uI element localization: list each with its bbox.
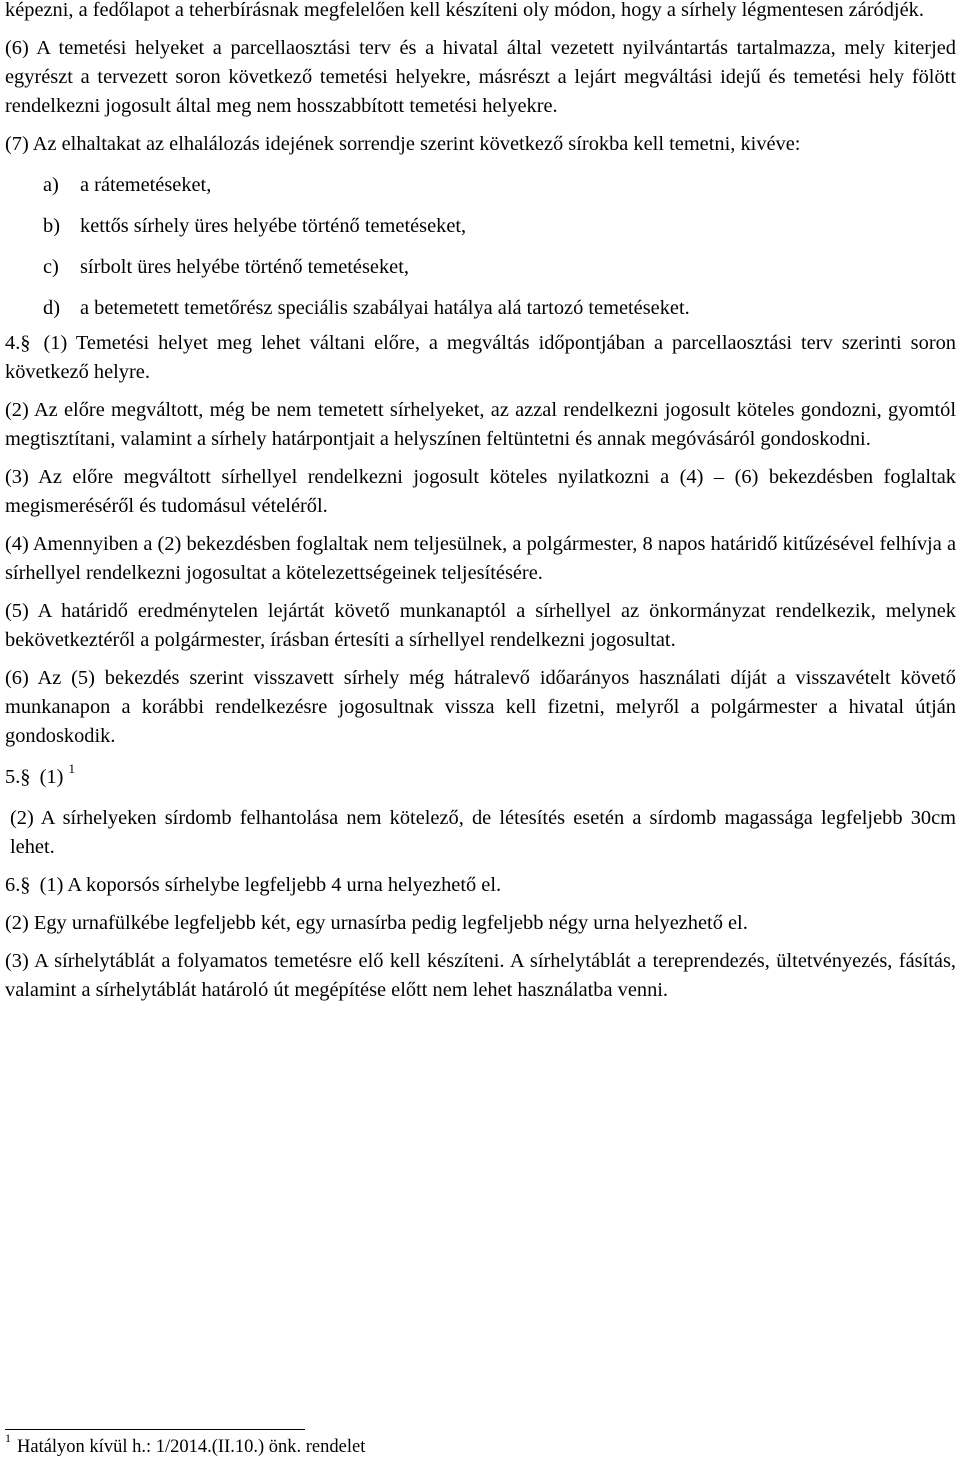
section-symbol: § [20,766,31,788]
paragraph-3-7: (7) Az elhaltakat az elhalálozás idejének sorrendje szerint következő sírokba kell temetni, kivéve: [5,133,801,155]
footnote-number: 1 [5,1430,11,1445]
section-symbol: § [20,332,31,354]
section-5-text-1: (1) [39,766,64,788]
list-item [5,212,956,241]
section-4-paragraph-4: (4) Amennyiben a (2) bekezdésben foglaltak nem teljesülnek, a polgármester, 8 napos határidő kitűzésével felhívja a sírhellyel rendelkezni jogosultat a kötelezettségeinek teljesítésére. [5,533,956,584]
section-4-paragraph-2: (2) Az előre megváltott, még be nem temetett sírhelyeket, az azzal rendelkezni jogosult köteles gondozni, gyomtól megtisztítani, valamint a sírhely határpontjait a helyszínen feltüntetni és annak megóvásáról gondoskodni. [5,399,956,450]
list-marker: d) [43,297,60,319]
section-5-paragraph-2: (2) A sírhelyeken sírdomb felhantolása nem kötelező, de létesítés esetén a sírdomb magassága legfeljebb 30cm lehet. [10,807,956,858]
list-marker: c) [43,256,59,278]
list-text: kettős sírhely üres helyébe történő temetéseket, [80,215,467,237]
footnote-text: Hatályon kívül h.: 1/2014.(II.10.) önk. rendelet [17,1437,366,1457]
footnote-area [5,1429,956,1458]
section-4-paragraph-3: (3) Az előre megváltott sírhellyel rendelkezni jogosult köteles nyilatkozni a (4) – (6) bekezdésben foglaltak megismeréséről és tudomásul vételéről. [5,466,956,517]
section-4-number: 4. [5,332,21,354]
document-page [5,0,956,1014]
section-6-paragraph-2: (2) Egy urnafülkébe legfeljebb két, egy urnasírba pedig legfeljebb négy urna helyezhető el. [5,912,748,934]
section-4-paragraph-6: (6) Az (5) bekezdés szerint visszavett sírhely még hátralevő időarányos használati díját a visszavételt követő munkanapon a korábbi rendelkezésre jogosultnak vissza kell fizetni, melyről a polgármester a hivatal útján gondoskodik. [5,667,956,747]
footnote-reference: 1 [68,761,75,777]
section-6-paragraph-1 [5,871,956,900]
list-item [5,253,956,282]
section-4-paragraph-1 [5,329,956,387]
exceptions-list [5,171,956,323]
paragraph-3-6: (6) A temetési helyeket a parcellaosztási terv és a hivatal által vezetett nyilvántartás tartalmazza, mely kiterjed egyrészt a tervezett soron következő temetési helyekre, másrészt a lejárt megváltási idejű és temetési hely fölött rendelkezni jogosult által meg nem hosszabbított temetési helyekre. [5,37,956,117]
list-text: a rátemetéseket, [80,174,212,196]
section-6-paragraph-3: (3) A sírhelytáblát a folyamatos temetésre elő kell készíteni. A sírhelytáblát a tereprendezés, ültetvényezés, fásítás, valamint a sírhelytáblát határoló út megépítése előtt nem lehet használatba venni. [5,950,956,1001]
list-marker: a) [43,174,59,196]
section-5-paragraph-1 [5,763,956,792]
footnote [5,1430,956,1458]
list-marker: b) [43,215,60,237]
list-text: a betemetett temetőrész speciális szabályai hatálya alá tartozó temetéseket. [80,297,690,319]
section-6-text-1: (1) A koporsós sírhelybe legfeljebb 4 urna helyezhető el. [39,874,502,896]
section-5-number: 5. [5,766,21,788]
section-symbol: § [20,874,31,896]
footnote-divider [5,1429,305,1430]
list-text: sírbolt üres helyébe történő temetéseket, [80,256,409,278]
list-item [5,171,956,200]
section-4-text-1: (1) Temetési helyet meg lehet váltani előre, a megváltás időpontjában a parcellaosztási terv szerinti soron következő helyre. [5,332,956,383]
section-6-number: 6. [5,874,21,896]
list-item [5,294,956,323]
section-4-paragraph-5: (5) A határidő eredménytelen lejártát követő munkanaptól a sírhellyel az önkormányzat rendelkezik, melynek bekövetkeztéről a polgármester, írásban értesíti a sírhellyel rendelkezni jogosultat. [5,600,956,651]
paragraph-continuation: képezni, a fedőlapot a teherbírásnak megfelelően kell készíteni oly módon, hogy a sírhely légmentesen záródjék. [5,0,924,21]
